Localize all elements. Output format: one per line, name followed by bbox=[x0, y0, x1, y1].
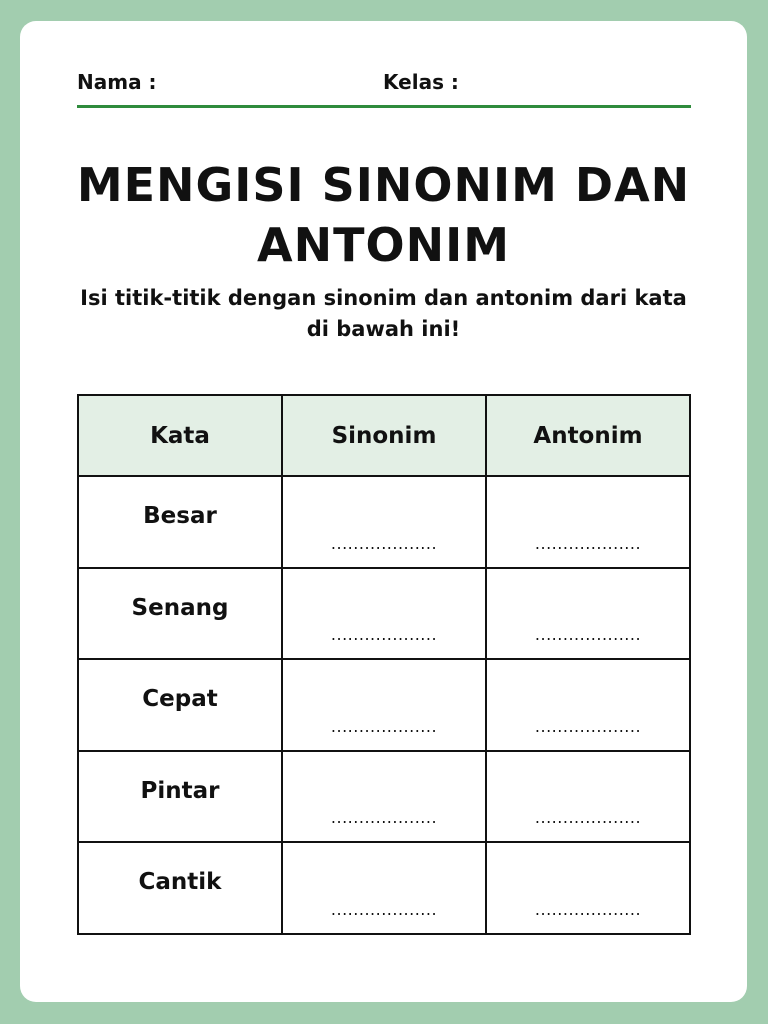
antonim-blank[interactable] bbox=[486, 842, 690, 934]
word-cell: Cantik bbox=[78, 842, 282, 934]
kelas-label: Kelas : bbox=[383, 70, 459, 94]
column-header-antonim: Antonim bbox=[486, 395, 690, 476]
worksheet-page bbox=[20, 21, 747, 1002]
column-header-sinonim: Sinonim bbox=[282, 395, 486, 476]
sinonim-blank[interactable] bbox=[282, 842, 486, 934]
word-cell: Senang bbox=[78, 568, 282, 660]
dotted-line: ................... bbox=[330, 625, 438, 644]
synonym-antonym-table bbox=[77, 394, 691, 935]
dotted-line: ................... bbox=[330, 899, 438, 919]
column-header-kata: Kata bbox=[78, 395, 282, 476]
dotted-line: ................... bbox=[330, 716, 438, 736]
dotted-line: ................... bbox=[534, 533, 642, 553]
dotted-line: ................... bbox=[330, 808, 438, 827]
sinonim-blank[interactable] bbox=[282, 751, 486, 843]
sinonim-blank[interactable] bbox=[282, 568, 486, 660]
word-cell: Cepat bbox=[78, 659, 282, 751]
table-row bbox=[78, 842, 690, 934]
student-info-header bbox=[77, 67, 691, 108]
dotted-line: ................... bbox=[534, 625, 642, 644]
table-row bbox=[78, 476, 690, 568]
table-row bbox=[78, 659, 690, 751]
table-row bbox=[78, 568, 690, 660]
sinonim-blank[interactable] bbox=[282, 659, 486, 751]
instruction-text: Isi titik-titik dengan sinonim dan antonim dari kata di bawah ini! bbox=[80, 286, 687, 341]
antonim-blank[interactable] bbox=[486, 568, 690, 660]
dotted-line: ................... bbox=[534, 716, 642, 736]
antonim-blank[interactable] bbox=[486, 751, 690, 843]
antonim-blank[interactable] bbox=[486, 476, 690, 568]
nama-label: Nama : bbox=[77, 70, 157, 94]
dotted-line: ................... bbox=[330, 533, 438, 553]
dotted-line: ................... bbox=[534, 808, 642, 827]
worksheet-title: MENGISI SINONIM DAN ANTONIM bbox=[76, 158, 691, 272]
table-header-row bbox=[78, 395, 690, 476]
dotted-line: ................... bbox=[534, 899, 642, 919]
word-cell: Besar bbox=[78, 476, 282, 568]
word-cell: Pintar bbox=[78, 751, 282, 843]
sinonim-blank[interactable] bbox=[282, 476, 486, 568]
table-row bbox=[78, 751, 690, 843]
antonim-blank[interactable] bbox=[486, 659, 690, 751]
